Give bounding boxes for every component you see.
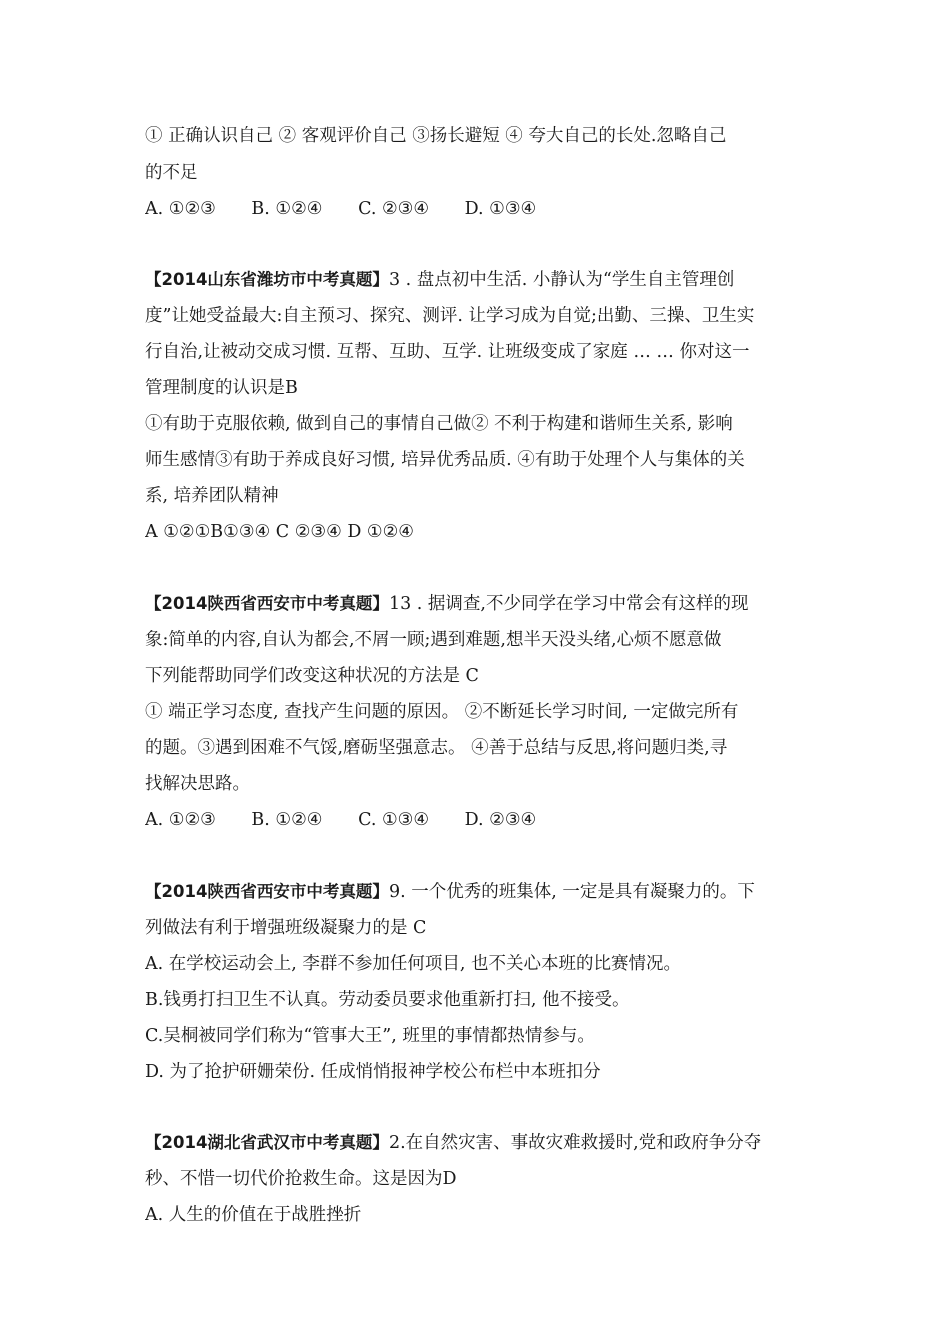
q2-line-2: 度”让她受益最大:自主预习、探究、测评. 让学习成为自觉;出勤、三操、卫生实 bbox=[145, 306, 755, 326]
q2-source: 【2014山东省潍坊市中考真题】 bbox=[145, 270, 389, 289]
q1-stem-line-1: ① 正确认识自己 ② 客观评价自己 ③扬长避短 ④ 夸大自己的长处.忽略自己 bbox=[145, 126, 727, 146]
q3-line-5: 的题。③遇到困难不气馁,磨砺坚强意志。 ④善于总结与反思,将问题归类,寻 bbox=[145, 738, 728, 758]
q3-line-2: 象:简单的内容,自认为都会,不屑一顾;遇到难题,想半天没头绪,心烦不愿意做 bbox=[145, 630, 722, 650]
q4-text-1: 9. 一个优秀的班集体, 一定是具有凝聚力的。下 bbox=[388, 882, 755, 902]
q5-option-a: A. 人生的价值在于战胜挫折 bbox=[145, 1205, 362, 1225]
q5-source: 【2014湖北省武汉市中考真题】 bbox=[145, 1133, 389, 1152]
q2-line-4: 管理制度的认识是B bbox=[145, 378, 298, 398]
q3-line-6: 找解决思路。 bbox=[145, 774, 250, 794]
q4-option-b: B.钱勇打扫卫生不认真。劳动委员要求他重新打扫, 他不接受。 bbox=[145, 990, 630, 1010]
q3-option-b: B. ①②④ bbox=[251, 810, 323, 830]
q4-line-1 bbox=[145, 880, 815, 904]
q1-option-a: A. ①②③ bbox=[145, 199, 216, 219]
q3-source: 【2014陕西省西安市中考真题】 bbox=[145, 594, 389, 613]
q3-option-a: A. ①②③ bbox=[145, 810, 216, 830]
q3-options bbox=[145, 808, 815, 832]
q4-source: 【2014陕西省西安市中考真题】 bbox=[145, 882, 389, 901]
q2-line-3: 行自治,让被动交成习惯. 互帮、互助、互学. 让班级变成了家庭 … … 你对这一 bbox=[145, 342, 750, 362]
q2-text-1: 3 . 盘点初中生活. 小静认为“学生自主管理创 bbox=[388, 270, 735, 290]
q5-line-2: 秒、不惜一切代价抢救生命。这是因为D bbox=[145, 1169, 457, 1189]
q1-options bbox=[145, 197, 815, 221]
q3-option-c: C. ①③④ bbox=[358, 810, 430, 830]
q2-line-6: 师生感情③有助于养成良好习惯, 培异优秀品质. ④有助于处理个人与集体的关 bbox=[145, 450, 745, 470]
q4-line-2: 列做法有利于增强班级凝聚力的是 C bbox=[145, 918, 427, 938]
q2-line-5: ①有助于克服依赖, 做到自己的事情自己做② 不利于构建和谐师生关系, 影响 bbox=[145, 414, 733, 434]
q5-line-1 bbox=[145, 1131, 815, 1155]
q2-options: A ①②①B①③④ C ②③④ D ①②④ bbox=[145, 522, 414, 542]
q2-line-1 bbox=[145, 268, 815, 292]
q3-option-d: D. ②③④ bbox=[464, 810, 537, 830]
q5-text-1: 2.在自然灾害、事故灾难救援时,党和政府争分夺 bbox=[388, 1133, 762, 1153]
q3-text-1: 13 . 据调查,不少同学在学习中常会有这样的现 bbox=[388, 594, 749, 614]
q3-line-4: ① 端正学习态度, 查找产生问题的原因。 ②不断延长学习时间, 一定做完所有 bbox=[145, 702, 739, 722]
q1-stem-line-2: 的不足 bbox=[145, 163, 198, 183]
q4-option-c: C.吴桐被同学们称为“管事大王”, 班里的事情都热情参与。 bbox=[145, 1026, 595, 1046]
q1-option-c: C. ②③④ bbox=[358, 199, 430, 219]
q1-option-b: B. ①②④ bbox=[251, 199, 323, 219]
q4-option-d: D. 为了抢护研姗荣份. 任成悄悄报神学校公布栏中本班扣分 bbox=[145, 1062, 601, 1082]
q1-option-d: D. ①③④ bbox=[464, 199, 537, 219]
q4-option-a: A. 在学校运动会上, 李群不参加任何项目, 也不关心本班的比赛情况。 bbox=[145, 954, 682, 974]
q3-line-1 bbox=[145, 592, 815, 616]
q2-line-7: 系, 培养团队精神 bbox=[145, 486, 279, 506]
q3-line-3: 下列能帮助同学们改变这种状况的方法是 C bbox=[145, 666, 479, 686]
